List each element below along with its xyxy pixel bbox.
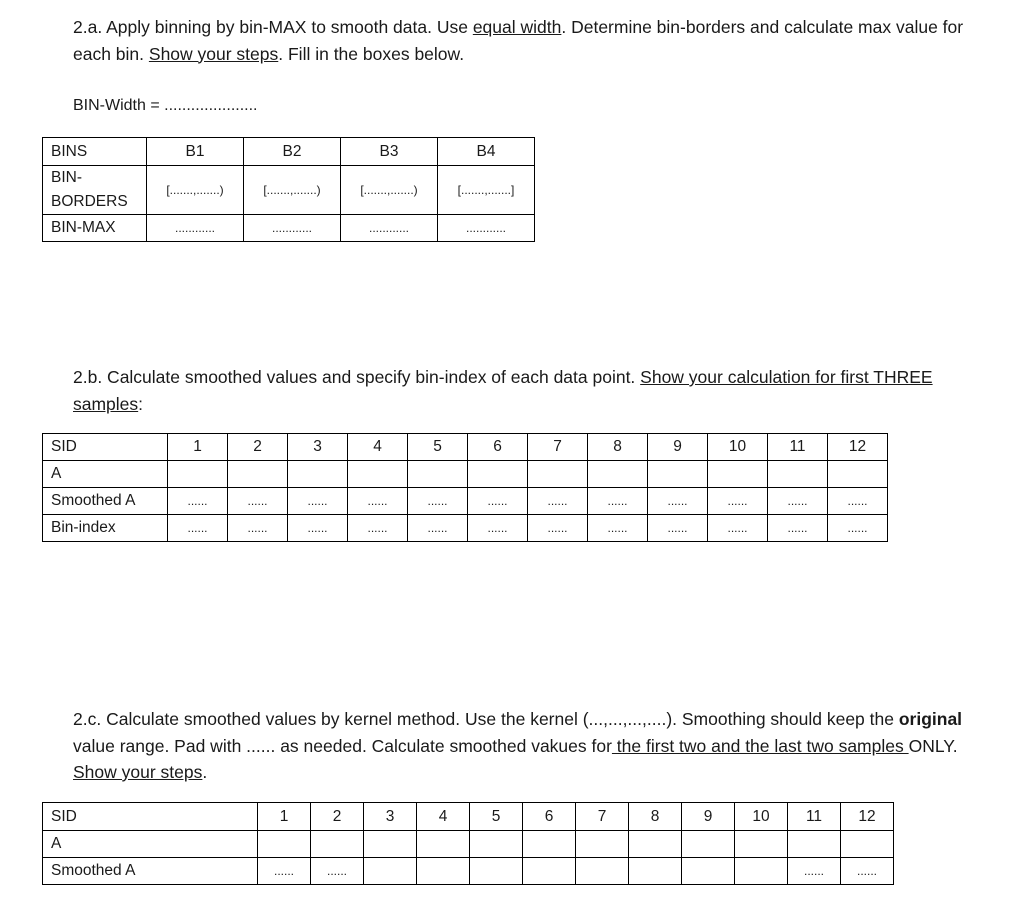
smoothed-cell[interactable]: ...... [841,858,894,885]
bin-index-cell[interactable]: ...... [228,515,288,542]
bin-max-cell[interactable]: ............ [244,215,341,242]
section-a-text-3: . Fill in the boxes below. [278,43,465,64]
sid-label: SID [43,803,258,831]
a-cell[interactable] [168,461,228,488]
section-a-instructions [73,14,1003,67]
section-c-text: 2.c. Calculate smoothed values by kernel method. Use the kernel (...,...,...,....). Smoothing should keep the [73,709,899,729]
smoothed-cell[interactable] [576,858,629,885]
a-cell[interactable] [648,461,708,488]
bin-index-cell[interactable]: ...... [708,515,768,542]
bins-label: BINS [43,138,147,166]
smoothed-cell[interactable] [470,858,523,885]
sid-row [43,434,888,461]
smoothed-cell[interactable] [735,858,788,885]
bin-border-cell[interactable]: [.......,.......) [147,166,244,215]
sid-cell: 1 [258,803,311,831]
a-cell[interactable] [523,831,576,858]
a-cell[interactable] [528,461,588,488]
a-cell[interactable] [408,461,468,488]
smoothing-table [42,433,888,542]
bin-index-cell[interactable]: ...... [168,515,228,542]
bin-width-field[interactable]: BIN-Width = ..................... [73,97,258,114]
bin-border-cell[interactable]: [.......,.......] [438,166,535,215]
bin-borders-label: BIN- BORDERS [43,166,147,215]
smoothed-cell[interactable]: ...... [528,488,588,515]
a-cell[interactable] [417,831,470,858]
sid-cell: 11 [788,803,841,831]
smoothed-cell[interactable]: ...... [768,488,828,515]
bin-max-cell[interactable]: ............ [341,215,438,242]
smoothed-label: Smoothed A [43,858,258,885]
sid-cell: 7 [576,803,629,831]
show-steps-emphasis: Show your steps [73,762,203,782]
bin-max-cell[interactable]: ............ [438,215,535,242]
a-cell[interactable] [348,461,408,488]
sid-cell: 9 [682,803,735,831]
sid-cell: 8 [588,434,648,461]
smoothed-cell[interactable]: ...... [348,488,408,515]
sid-cell: 2 [311,803,364,831]
only-text: ONLY. [908,735,958,756]
sid-label: SID [43,434,168,461]
bin-max-cell[interactable]: ............ [147,215,244,242]
smoothed-cell[interactable]: ...... [408,488,468,515]
bins-table [42,137,535,242]
bin-index-cell[interactable]: ...... [348,515,408,542]
a-cell[interactable] [576,831,629,858]
sid-cell: 3 [288,434,348,461]
sid-cell: 12 [828,434,888,461]
sid-cell: 4 [417,803,470,831]
smoothed-cell[interactable]: ...... [288,488,348,515]
smoothed-cell[interactable]: ...... [708,488,768,515]
smoothed-row [43,488,888,515]
bin-index-cell[interactable]: ...... [288,515,348,542]
smoothed-cell[interactable]: ...... [788,858,841,885]
section-b-text: 2.b. Calculate smoothed values and specify bin-index of each data point. [73,367,641,387]
a-label: A [43,461,168,488]
a-cell[interactable] [828,461,888,488]
sid-cell: 8 [629,803,682,831]
sid-cell: 11 [768,434,828,461]
smoothed-cell[interactable]: ...... [258,858,311,885]
section-c-text-2: value range. Pad with ...... as needed. Calculate smoothed vakues for [73,735,612,756]
bin-header: B3 [341,138,438,166]
a-cell[interactable] [841,831,894,858]
a-cell[interactable] [228,461,288,488]
smoothed-cell[interactable] [523,858,576,885]
smoothed-cell[interactable]: ...... [828,488,888,515]
a-cell[interactable] [258,831,311,858]
smoothed-cell[interactable] [682,858,735,885]
sid-cell: 9 [648,434,708,461]
bin-index-cell[interactable]: ...... [768,515,828,542]
kernel-sid-row [43,803,894,831]
a-cell[interactable] [735,831,788,858]
smoothed-cell[interactable] [629,858,682,885]
a-cell[interactable] [708,461,768,488]
a-cell[interactable] [468,461,528,488]
sid-cell: 10 [735,803,788,831]
bin-index-cell[interactable]: ...... [408,515,468,542]
smoothed-label: Smoothed A [43,488,168,515]
a-label: A [43,831,258,858]
a-cell[interactable] [682,831,735,858]
a-cell[interactable] [311,831,364,858]
sid-cell: 12 [841,803,894,831]
smoothed-cell[interactable]: ...... [168,488,228,515]
section-a-text: 2.a. Apply binning by bin-MAX to smooth data. Use [73,17,473,37]
a-row [43,461,888,488]
kernel-table [42,802,894,885]
smoothed-cell[interactable]: ...... [228,488,288,515]
bin-index-row [43,515,888,542]
smoothed-cell[interactable]: ...... [648,488,708,515]
section-b-instructions: 2.b. Calculate smoothed values and specify bin-index of each data point. Show your calculation for first THREE samples: [73,367,933,414]
bin-index-cell[interactable]: ...... [588,515,648,542]
kernel-a-row [43,831,894,858]
sid-cell: 3 [364,803,417,831]
sid-cell: 5 [470,803,523,831]
sid-cell: 5 [408,434,468,461]
bin-max-label: BIN-MAX [43,215,147,242]
sid-cell: 6 [523,803,576,831]
kernel-smoothed-row [43,858,894,885]
sid-cell: 10 [708,434,768,461]
sid-cell: 6 [468,434,528,461]
smoothed-cell[interactable]: ...... [588,488,648,515]
bin-header: B1 [147,138,244,166]
a-cell[interactable] [788,831,841,858]
sid-cell: 1 [168,434,228,461]
a-cell[interactable] [470,831,523,858]
bin-index-cell[interactable]: ...... [828,515,888,542]
original-emphasis: original [898,709,963,729]
sid-cell: 7 [528,434,588,461]
sid-cell: 4 [348,434,408,461]
smoothed-cell[interactable] [364,858,417,885]
show-calc-emphasis: Show your calculation for first THREE samples [73,367,933,414]
bin-index-cell[interactable]: ...... [648,515,708,542]
a-cell[interactable] [288,461,348,488]
equal-width-emphasis: equal width [472,17,562,37]
smoothed-cell[interactable]: ...... [468,488,528,515]
a-cell[interactable] [768,461,828,488]
a-cell[interactable] [364,831,417,858]
section-a-text-2: . Determine bin-borders and calculate max value for each bin. [73,17,964,64]
a-cell[interactable] [629,831,682,858]
bin-index-cell[interactable]: ...... [468,515,528,542]
a-cell[interactable] [588,461,648,488]
bin-index-cell[interactable]: ...... [528,515,588,542]
show-steps-emphasis: Show your steps [148,43,279,64]
bin-border-cell[interactable]: [.......,.......) [341,166,438,215]
bin-border-cell[interactable]: [.......,.......) [244,166,341,215]
sid-cell: 2 [228,434,288,461]
section-c-instructions: 2.c. Calculate smoothed values by kernel method. Use the kernel (...,...,...,....). Smoothing should keep the original value range. Pad with ...... as needed. Calculate smoothed vakues for the first two and the last two samples ONLY. Show your steps. [73,709,963,782]
bin-index-label: Bin-index [43,515,168,542]
bin-header: B4 [438,138,535,166]
smoothed-cell[interactable] [417,858,470,885]
smoothed-cell[interactable]: ...... [311,858,364,885]
first-last-emphasis: the first two and the last two samples [611,735,909,756]
bin-header: B2 [244,138,341,166]
